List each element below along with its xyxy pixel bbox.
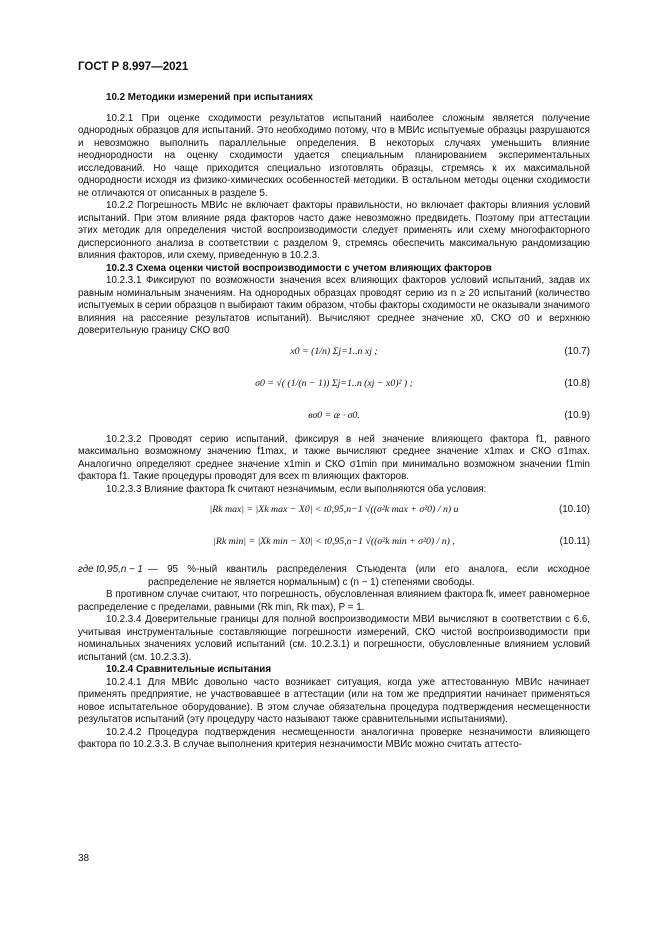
standard-header: ГОСТ Р 8.997—2021 bbox=[78, 61, 189, 73]
paragraph-10-2-3-3: 10.2.3.3 Влияние фактора fk считают незначимым, если выполняются оба условия: bbox=[106, 483, 487, 495]
formula-10-7 bbox=[78, 338, 590, 370]
formula-10-7-number: (10.7) bbox=[564, 345, 590, 357]
formula-10-9-expr: вσ0 = æ · σ0. bbox=[308, 409, 360, 421]
where-symbol: где t0,95,n − 1 bbox=[78, 564, 143, 575]
formula-10-11-number: (10.11) bbox=[559, 536, 590, 547]
section-title-10-2-4: 10.2.4 Сравнительные испытания bbox=[106, 664, 272, 675]
paragraph-contrary: В противном случае считают, что погрешность, обусловленная влиянием фактора fk, имеет равномерное распределение с пределами, равными (Rk min, Rk max), P = 1. bbox=[78, 589, 590, 613]
where-clause bbox=[78, 564, 590, 589]
formula-10-9-number: (10.9) bbox=[564, 409, 590, 421]
paragraph-10-2-4-2: 10.2.4.2 Процедура подтверждения несмещенности аналогична проверке незначимости влияющего фактора по 10.2.3.3. В случае выполнения критерия незначимости МВИс можно считать аттесто- bbox=[78, 726, 590, 750]
page-number: 38 bbox=[78, 853, 90, 864]
paragraph-10-2-3-1: 10.2.3.1 Фиксируют по возможности значения всех влияющих факторов условий испытаний, задав их равным номинальным значениям. На однородных образцах проводят серию из n ≥ 20 испытаний (количество испытуемых в серии образцов n выбирают таким образом, чтобы факторы сходимости не оказывали значимого влияния на рассеяние результатов испытаний). Вычисляют среднее значение x0, СКО σ0 и верхнюю доверительную границу СКО вσ0 bbox=[78, 275, 590, 336]
formula-10-7-expr: x0 = (1/n) Σj=1..n xj ; bbox=[290, 345, 378, 357]
formula-10-9 bbox=[78, 402, 590, 434]
paragraph-10-2-4-1: 10.2.4.1 Для МВИс довольно часто возникает ситуация, когда уже аттестованную МВИс начинает применять предприятие, не участвовавшее в аттестации (или на том же предприятии начинает применяться новое испытательное оборудование). В этом случае обязательна процедура подтверждения несмещенности результатов испытаний (эту процедуру часто называют также сравнительными испытаниями). bbox=[78, 676, 590, 725]
formula-10-8 bbox=[78, 370, 590, 402]
paragraph-10-2-3-2: 10.2.3.2 Проводят серию испытаний, фиксируя в ней значение влияющего фактора f1, равного максимально возможному значению f1max, и также вычисляют среднее значение x1max и СКО σ1max. Аналогично определяют среднее значение x1min и СКО σ1min при минимально возможном значении f1min фактора f1. Такие процедуры проводят для всех m влияющих факторов. bbox=[78, 433, 590, 482]
paragraph-10-2-1: 10.2.1 При оценке сходимости результатов испытаний наиболее сложным является получение однородных образцов для испытаний. Это необходимо потому, что в МВИс испытуемые образцы разрушаются и невозможно выполнить параллельные определения. В некоторых случаях уменьшить влияние неоднородности на оценку сходимости удается специальным планированием экспериментальных исследований. Но чаще приходится специально изготовлять образцы, стремясь к их максимальной однородности исходя из физико-химических особенностей методики. В остальном методы оценки сходимости не отличаются от описанных в разделе 5. bbox=[78, 112, 590, 199]
paragraph-10-2-2: 10.2.2 Погрешность МВИс не включает факторы правильности, но включает факторы влияния условий испытаний. При этом влияние ряда факторов часто даже невозможно предвидеть. Поэтому при аттестации этих методик для определения чистой воспроизводимости следует применять или схему многофакторного дисперсионного анализа в соответствии с разделом 9, стремясь обеспечить максимальную рандомизацию влияния факторов, или схему, приведенную в 10.2.3. bbox=[78, 200, 590, 261]
section-title-10-2: 10.2 Методики измерений при испытаниях bbox=[106, 92, 313, 103]
formula-10-10-expr: |Rk max| = |Xk max − X0| < t0,95,n−1 √((σ²k max + σ²0) / n) и bbox=[209, 504, 459, 515]
document-body bbox=[78, 92, 590, 752]
where-description: — 95 %-ный квантиль распределения Стьюдента (или его аналога, если исходное распределение не является нормальным) с (n − 1) степенями свободы. bbox=[148, 564, 590, 588]
paragraph-10-2-3-4: 10.2.3.4 Доверительные границы для полной воспроизводимости МВИ вычисляют в соответствии с 6.6, учитывая инструментальные составляющие погрешности измерений, СКО чистой воспроизводимости при номинальных значениях условий испытаний (см. 10.2.3.1) и погрешности, обусловленные влиянием условий испытаний (см. 10.2.3.3). bbox=[78, 614, 590, 663]
formula-10-10-number: (10.10) bbox=[558, 504, 590, 515]
section-title-10-2-3: 10.2.3 Схема оценки чистой воспроизводимости с учетом влияющих факторов bbox=[106, 262, 492, 274]
formula-10-8-expr: σ0 = √( (1/(n − 1)) Σj=1..n (xj − x0)² ) ; bbox=[255, 377, 413, 389]
formula-10-11 bbox=[78, 528, 590, 560]
formula-10-8-number: (10.8) bbox=[564, 377, 590, 389]
formula-10-10 bbox=[78, 496, 590, 528]
formula-10-11-expr: |Rk min| = |Xk min − X0| < t0,95,n−1 √((σ²k min + σ²0) / n) , bbox=[213, 536, 455, 547]
